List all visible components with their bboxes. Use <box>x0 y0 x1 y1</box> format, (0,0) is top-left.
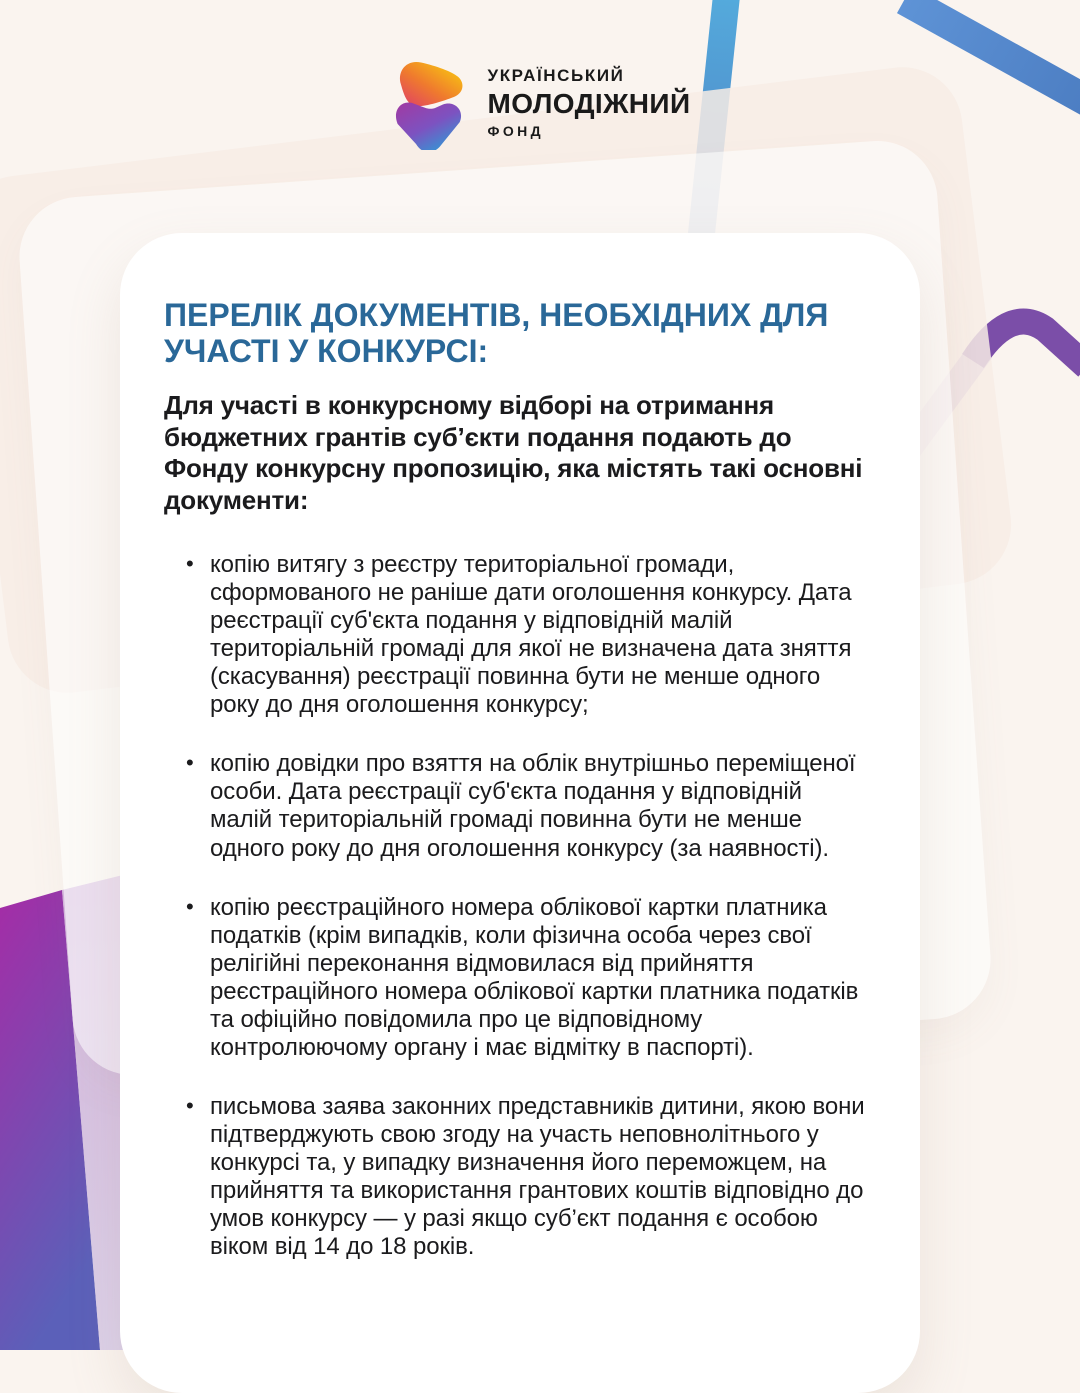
logo-icon <box>390 54 474 150</box>
page-title: ПЕРЕЛІК ДОКУМЕНТІВ, НЕОБХІДНИХ ДЛЯ УЧАСТІ У КОНКУРСІ: <box>164 297 829 370</box>
list-item: • копію довідки про взяття на облік внутрішньо переміщеної особи. Дата реєстрації суб'єкта подання у відповідній малій територіальній громаді повинна бути не менше одного року до дня оголошення конкурсу (за наявності). <box>164 750 868 862</box>
logo-line-fond: ФОНД <box>487 122 545 139</box>
logo-line-molodizhnyi: МОЛОДІЖНИЙ <box>487 87 691 119</box>
intro-paragraph: Для участі в конкурсному відборі на отримання бюджетних грантів суб’єкти подання подають до Фонду конкурсну пропозицію, яка містять такі основні документи: <box>164 389 863 516</box>
content-card <box>120 233 920 1393</box>
list-item: • копію реєстраційного номера облікової картки платника податків (крім випадків, коли фізична особа через свої релігійні переконання відмовилася від прийняття реєстраційного номера облікової картки платника податків та офіційно повідомила про це відповідному контролюючому органу і має відмітку в паспорті). <box>164 894 868 1062</box>
logo-text <box>488 66 691 139</box>
list-item: • копію витягу з реєстру територіальної громади, сформованого не раніше дати оголошення конкурсу. Дата реєстрації суб'єкта подання у відповідній малій територіальній громаді для якої не визначена дата зняття (скасування) реєстрації повинна бути не менше одного року до дня оголошення конкурсу; <box>164 551 868 719</box>
logo-line-ukrainskyi: УКРАЇНСЬКИЙ <box>487 65 625 85</box>
document-list <box>164 551 868 1262</box>
list-item: • письмова заява законних представників дитини, якою вони підтверджують свою згоду на участь неповнолітнього у конкурсі та, у випадку визначення його переможцем, на прийняття та використання грантових коштів відповідно до умов конкурсу — у разі якщо суб’єкт подання є особою віком від 14 до 18 років. <box>164 1093 868 1261</box>
logo <box>0 54 1080 150</box>
